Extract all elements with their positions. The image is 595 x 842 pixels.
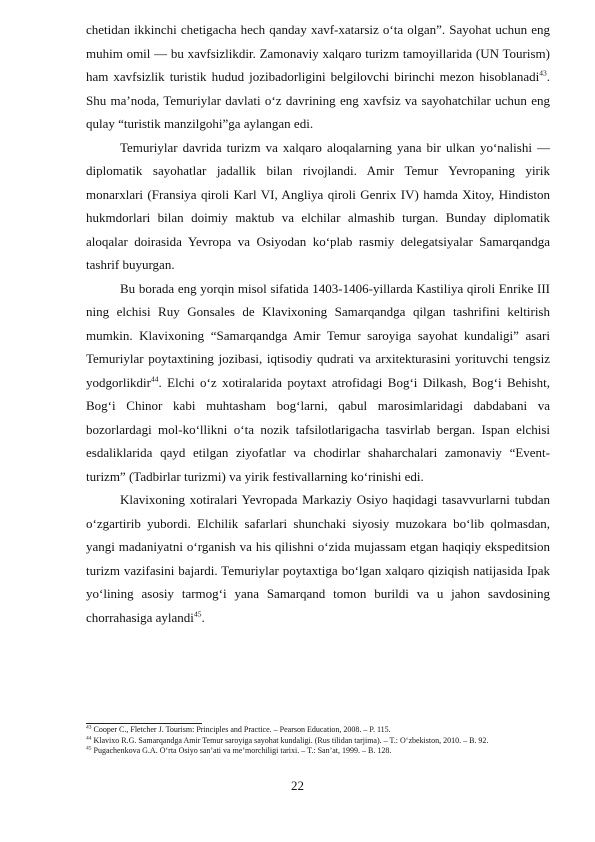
- page-number: 22: [291, 778, 304, 793]
- paragraph-1-tail: . Shu ma’noda, Temuriylar davlati o‘z davrining eng xavfsiz va sayohatchilar uchun eng qulay “turistik manzilgohi”ga aylangan edi.: [86, 69, 550, 131]
- footnote-number: 45: [86, 745, 92, 752]
- footnote-text: Pugachenkova G.A. O‘rta Osiyo san’ati va me’morchiligi tarixi. – T.: San’at, 1999. – B. 128.: [91, 746, 392, 756]
- paragraph-4: [86, 488, 550, 629]
- footnote-number: 43: [86, 724, 92, 731]
- page-body: [86, 18, 550, 629]
- footnote-separator: [86, 723, 202, 724]
- footnote-ref-43[interactable]: 43: [539, 68, 547, 78]
- paragraph-3: [86, 277, 550, 489]
- footnote-ref-45[interactable]: 45: [193, 609, 202, 619]
- footnote-43: [86, 725, 550, 736]
- paragraph-3-text: Bu borada eng yorqin misol sifatida 1403-1406-yillarda Kastiliya qiroli Enrike III ning elchisi Ruy Gonsales de Klavixoning Samarqandga qilgan tashrifini keltirish mumkin. Klavixoning “Samarqandga Amir Temur saroyiga sayohat kundaligi” asari Temuriylar poytaxtining jozibasi, iqtisodiy qudrati va arxitekturasini yorituvchi tengsiz yodgorlikdir: [86, 280, 550, 390]
- paragraph-4-text: Klavixoning xotiralari Yevropada Markaziy Osiyo haqidagi tasavvurlarni tubdan o‘zgartirib yubordi. Elchilik safarlari shunchaki siyosiy muzokara bo‘lib qolmasdan, yangi madaniyatni o‘rganish va his qilishni o‘zida mujassam etgan haqiqiy ekspeditsion turizm vazifasini bajardi. Temuriylar poytaxtiga bo‘lgan xalqaro qiziqish natijasida Ipak yo‘lining asosiy tarmog‘i yana Samarqand tomon burildi va u jahon savdosining chorrahasiga aylandi: [86, 492, 550, 625]
- paragraph-4-tail: .: [201, 609, 205, 625]
- footnote-text: Klavixo R.G. Samarqandga Amir Temur saroyiga sayohat kundaligi. (Rus tilidan tarjima). – T.: O‘zbekiston, 2010. – B. 92.: [91, 735, 489, 745]
- footnote-45: [86, 746, 550, 757]
- footnote-number: 44: [86, 734, 92, 741]
- paragraph-3-tail: . Elchi o‘z xotiralarida poytaxt atrofidagi Bog‘i Dilkash, Bog‘i Behisht, Bog‘i Chinor kabi muhtasham bog‘larni, qabul marosimlaridagi dabdabani va bozorlardagi mol-ko‘llikni o‘ta nozik tafsilotlarigacha tasvirlab bergan. Ispan elchisi esdaliklarida qayd etilgan ziyofatlar va chodirlar shaharchalari zamonaviy “Event-turizm” (Tadbirlar turizmi) va yirik festivallarning ko‘rinishi edi.: [86, 374, 550, 484]
- footnotes: [86, 725, 550, 757]
- paragraph-1-text: chetidan ikkinchi chetigacha hech qanday xavf-xatarsiz o‘ta olgan”. Sayohat uchun eng muhim omil — bu xavfsizlikdir. Zamonaviy xalqaro turizm tamoyillarida (UN Tourism) ham xavfsizlik turistik hudud jozibadorligini belgilovchi birinchi mezon hisoblanadi: [86, 22, 550, 84]
- footnote-text: Cooper C., Fletcher J. Tourism: Principles and Practice. – Pearson Education, 2008. – P. 115.: [91, 725, 391, 734]
- footnote-ref-44[interactable]: 44: [151, 374, 159, 384]
- footnote-44: [86, 736, 550, 747]
- paragraph-1: [86, 18, 550, 136]
- paragraph-2: Temuriylar davrida turizm va xalqaro aloqalarning yana bir ulkan yo‘nalishi — diplomatik sayohatlar jadallik bilan rivojlandi. Amir Temur Yevropaning yirik monarxlari (Fransiya qiroli Karl VI, Angliya qiroli Genrix IV) hamda Xitoy, Hindiston hukmdorlari bilan doimiy maktub va elchilar almashib turgan. Bunday diplomatik aloqalar doirasida Yevropa va Osiyodan ko‘plab rasmiy delegatsiyalar Samarqandga tashrif buyurgan.: [86, 139, 550, 272]
